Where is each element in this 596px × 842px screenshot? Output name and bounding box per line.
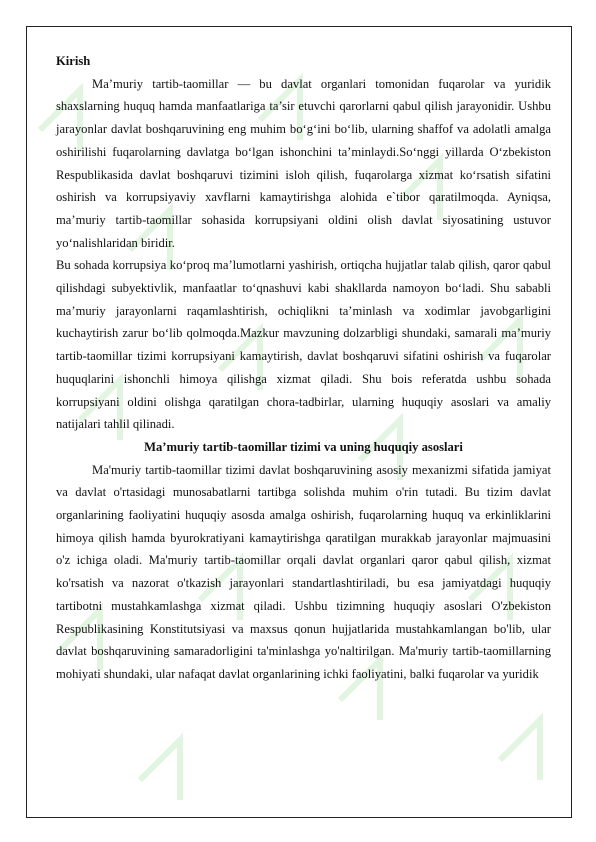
- intro-heading: Kirish: [56, 54, 91, 68]
- document-body: [56, 50, 551, 686]
- intro-paragraph-2: Bu sohada korrupsiya ko‘proq ma’lumotlarni yashirish, ortiqcha hujjatlar talab qilish, qaror qabul qilishdagi subyektivlik, manfaatlar to‘qnashuvi kabi shakllarda namoyon bo‘ladi. Shu sababli ma’muriy jarayonlarni raqamlashtirish, ochiqlikni ta’minlash va xodimlar javobgarligini kuchaytirish zarur bo‘lib qolmoqda.Mazkur mavzuning dolzarbligi shundaki, samarali ma’muriy tartib-taomillar tizimi korrupsiyani kamaytirish, davlat boshqaruvi sifatini oshirish va fuqarolar huquqlarini ishonchli himoya qilishga xizmat qiladi. Shu bois referatda ushbu sohada korrupsiyani oldini olishga qaratilgan chora-tadbirlar, ularning huquqiy asoslari va amaliy natijalari tahlil qilinadi.: [56, 258, 551, 432]
- intro-paragraph-1: Ma’muriy tartib-taomillar — bu davlat organlari tomonidan fuqarolar va yuridik shaxslarning huquq hamda manfaatlariga ta’sir etuvchi qarorlarni qabul qilish jarayonidir. Ushbu jarayonlar davlat boshqaruvining eng muhim bo‘g‘ini bo‘lib, ularning shaffof va adolatli amalga oshirilishi fuqarolarning davlatga bo‘lgan ishonchini ta’minlaydi.So‘nggi yillarda O‘zbekiston Respublikasida davlat boshqaruvi tizimini isloh qilish, fuqarolarga xizmat ko‘rsatish sifatini oshirish va korrupsiyaviy xavflarni kamaytirishga alohida e`tibor qaratilmoqda. Ayniqsa, ma’muriy tartib-taomillar sohasida korrupsiyani oldini olish davlat siyosatining ustuvor yo‘nalishlaridan biridir.: [56, 76, 551, 250]
- section-heading: Ma’muriy tartib-taomillar tizimi va uning huquqiy asoslari: [144, 439, 463, 454]
- section-paragraph: Ma'muriy tartib-taomillar tizimi davlat boshqaruvining asosiy mexanizmi sifatida jamiyat va davlat o'rtasidagi munosabatlarni tartibga solishda muhim o'rin tutadi. Bu tizim davlat organlarining faoliyatini huquqiy asosda amalga oshirish, fuqarolarning huquq va erkinliklarini himoya qilish hamda byurokratiyani kamaytirishga qaratilgan murakkab jarayonlar majmuasini o'z ichiga oladi. Ma'muriy tartib-taomillar orqali davlat organlari qaror qabul qilish, xizmat ko'rsatish va nazorat o'tkazish jarayonlari standartlashtiriladi, bu esa jamiyatdagi huquqiy tartibotni mustahkamlashga xizmat qiladi. Ushbu tizimning huquqiy asoslari O'zbekiston Respublikasining Konstitutsiyasi va maxsus qonun hujjatlarida mustahkamlangan bo'lib, ular davlat boshqaruvining samaradorligini ta'minlashga yo'naltirilgan. Ma'muriy tartib-taomillarning mohiyati shundaki, ular nafaqat davlat organlarining ichki faoliyatini, balki fuqarolar va yuridik: [56, 462, 551, 681]
